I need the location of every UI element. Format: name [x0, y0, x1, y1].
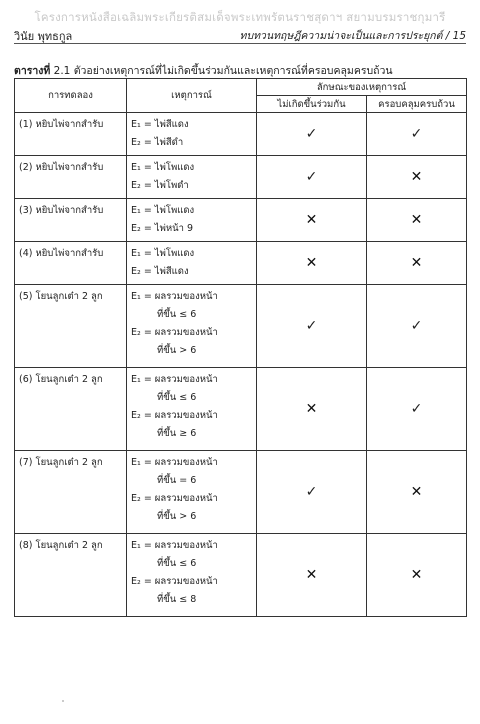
experiment-cell: (7) โยนลูกเต๋า 2 ลูก	[15, 451, 127, 534]
event-2-line: E₂ = ผลรวมของหน้า	[131, 410, 218, 421]
table-row	[15, 451, 467, 534]
event-2-line: E₂ = ไพ่สีแดง	[131, 266, 189, 277]
event-1-line: E₁ = ผลรวมของหน้า	[131, 374, 218, 385]
cross-mark-icon: ✕	[367, 156, 467, 199]
header-properties: ลักษณะของเหตุการณ์	[257, 79, 467, 96]
event-2-line: ที่ขึ้น > 6	[157, 511, 197, 522]
event-2-line: E₂ = ผลรวมของหน้า	[131, 327, 218, 338]
event-1-line: E₁ = ไพ่โพแดง	[131, 162, 195, 173]
event-2-line: E₂ = ไพ่โพดำ	[131, 180, 189, 191]
header-exhaustive: ครอบคลุมครบถ้วน	[367, 96, 467, 113]
event-1-line: ที่ขึ้น = 6	[157, 475, 197, 486]
events-cell	[127, 199, 257, 242]
cross-mark-icon: ✕	[367, 534, 467, 617]
author-name: วินัย พุทธกูล	[14, 30, 73, 43]
event-2-line: E₂ = ไพ่หน้า 9	[131, 223, 194, 234]
event-2-line: ที่ขึ้น > 6	[157, 345, 197, 356]
table-row	[15, 242, 467, 285]
experiment-cell: (8) โยนลูกเต๋า 2 ลูก	[15, 534, 127, 617]
running-title: ทบทวนทฤษฎีความน่าจะเป็นและการประยุกต์ / 15	[239, 30, 466, 42]
cross-mark-icon: ✕	[367, 451, 467, 534]
events-cell	[127, 156, 257, 199]
events-cell	[127, 242, 257, 285]
events-cell	[127, 368, 257, 451]
cross-mark-icon: ✕	[367, 242, 467, 285]
check-mark-icon: ✓	[367, 285, 467, 368]
table-row	[15, 534, 467, 617]
check-mark-icon: ✓	[257, 285, 367, 368]
event-2-line: ที่ขึ้น ≥ 6	[157, 428, 197, 439]
experiment-cell: (6) โยนลูกเต๋า 2 ลูก	[15, 368, 127, 451]
experiment-cell: (1) หยิบไพ่จากสำรับ	[15, 113, 127, 156]
event-1-line: ที่ขึ้น ≤ 6	[157, 309, 197, 320]
table-row	[15, 156, 467, 199]
event-2-line: E₂ = ผลรวมของหน้า	[131, 576, 218, 587]
events-cell	[127, 113, 257, 156]
experiment-cell: (3) หยิบไพ่จากสำรับ	[15, 199, 127, 242]
table-caption	[14, 62, 393, 79]
cross-mark-icon: ✕	[257, 534, 367, 617]
experiment-cell: (4) หยิบไพ่จากสำรับ	[15, 242, 127, 285]
event-1-line: E₁ = ไพ่สีแดง	[131, 119, 189, 130]
event-1-line: E₁ = ผลรวมของหน้า	[131, 291, 218, 302]
event-1-line: ที่ขึ้น ≤ 6	[157, 392, 197, 403]
header-mutually-exclusive: ไม่เกิดขึ้นร่วมกัน	[257, 96, 367, 113]
check-mark-icon: ✓	[367, 368, 467, 451]
events-table	[14, 78, 467, 617]
header-events: เหตุการณ์	[127, 79, 257, 113]
header-rule	[14, 43, 466, 44]
event-2-line: ที่ขึ้น ≤ 8	[157, 594, 197, 605]
events-cell	[127, 451, 257, 534]
events-cell	[127, 285, 257, 368]
watermark-text: โครงการหนังสือเฉลิมพระเกียรติสมเด็จพระเทพรัตนราชสุดาฯ สยามบรมราชกุมารี	[34, 10, 446, 24]
event-2-line: E₂ = ไพ่สีดำ	[131, 137, 184, 148]
table-row	[15, 113, 467, 156]
check-mark-icon: ✓	[257, 156, 367, 199]
table-row	[15, 285, 467, 368]
event-1-line: E₁ = ไพ่โพแดง	[131, 248, 195, 259]
event-1-line: E₁ = ผลรวมของหน้า	[131, 540, 218, 551]
scan-speck	[62, 700, 64, 702]
caption-text: ตัวอย่างเหตุการณ์ที่ไม่เกิดขึ้นร่วมกันและเหตุการณ์ที่ครอบคลุมครบถ้วน	[73, 65, 393, 77]
event-1-line: E₁ = ผลรวมของหน้า	[131, 457, 218, 468]
cross-mark-icon: ✕	[257, 199, 367, 242]
experiment-cell: (5) โยนลูกเต๋า 2 ลูก	[15, 285, 127, 368]
events-cell	[127, 534, 257, 617]
table-row	[15, 368, 467, 451]
check-mark-icon: ✓	[367, 113, 467, 156]
cross-mark-icon: ✕	[257, 242, 367, 285]
caption-label: ตารางที่	[14, 65, 51, 77]
header-experiment: การทดลอง	[15, 79, 127, 113]
event-1-line: E₁ = ไพ่โพแดง	[131, 205, 195, 216]
experiment-cell: (2) หยิบไพ่จากสำรับ	[15, 156, 127, 199]
event-2-line: E₂ = ผลรวมของหน้า	[131, 493, 218, 504]
caption-number: 2.1	[53, 65, 71, 77]
event-1-line: ที่ขึ้น ≤ 6	[157, 558, 197, 569]
check-mark-icon: ✓	[257, 451, 367, 534]
cross-mark-icon: ✕	[367, 199, 467, 242]
cross-mark-icon: ✕	[257, 368, 367, 451]
table-row	[15, 199, 467, 242]
check-mark-icon: ✓	[257, 113, 367, 156]
